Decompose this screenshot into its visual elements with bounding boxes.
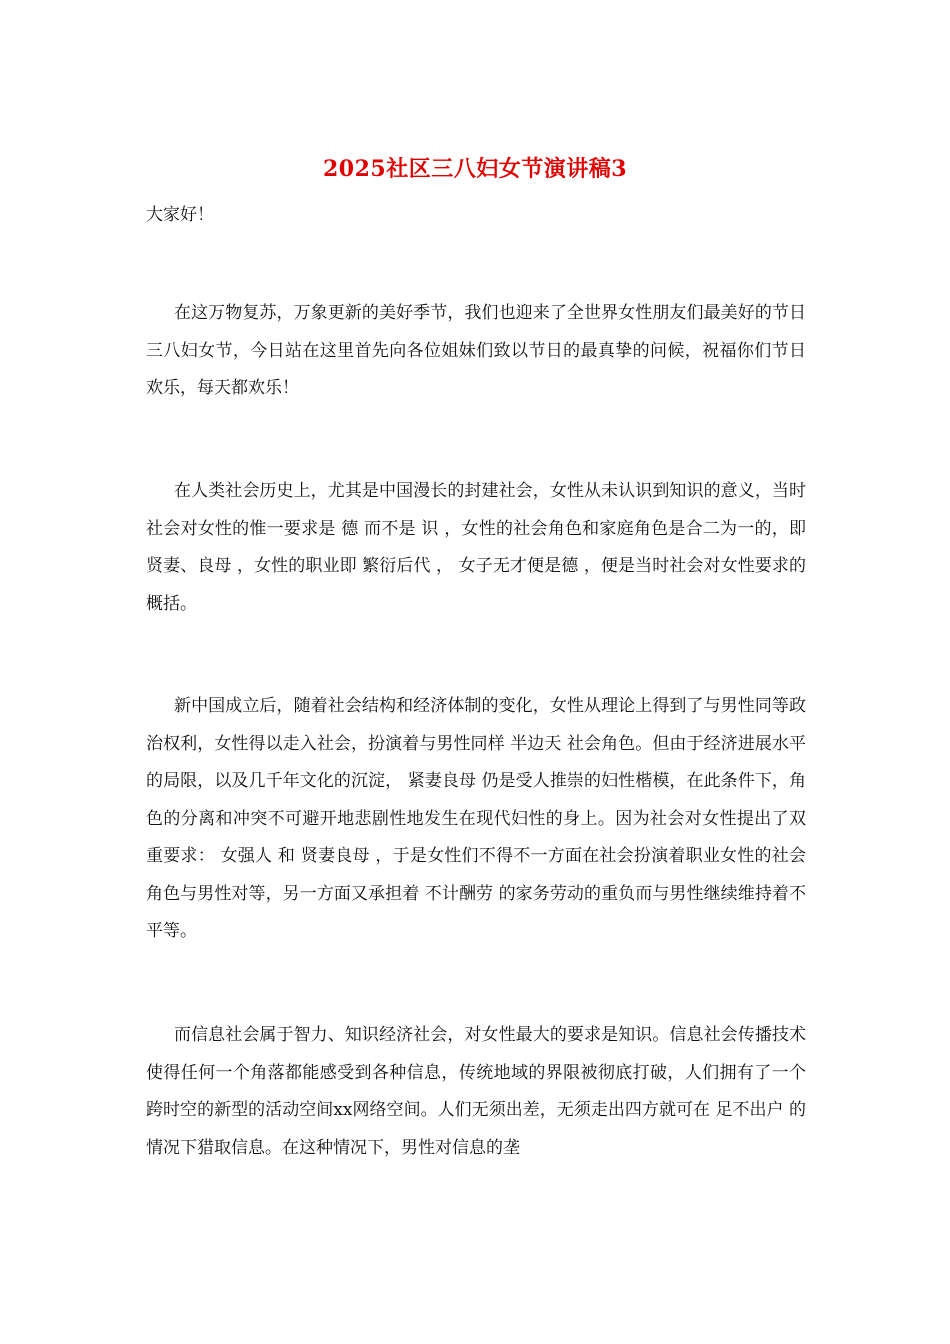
document-title: 2025社区三八妇女节演讲稿3 xyxy=(322,156,628,182)
paragraph: 而信息社会属于智力、知识经济社会，对女性最大的要求是知识。信息社会传播技术使得任何一个角落都能感受到各种信息，传统地域的界限被彻底打破，人们拥有了一个跨时空的新型的活动空间xx网络空间。人们无须出差，无须走出四方就可在 足不出户 的情况下猎取信息。在这种情况下，男性对信息的垄 xyxy=(146,1025,806,1158)
greeting: 大家好！ xyxy=(146,205,214,225)
paragraph: 在这万物复苏，万象更新的美好季节，我们也迎来了全世界女性朋友们最美好的节日 三八妇女节，今日站在这里首先向各位姐妹们致以节日的最真挚的问候，祝福你们节日欢乐，每天都欢乐！ xyxy=(146,303,806,398)
paragraph: 新中国成立后，随着社会结构和经济体制的变化，女性从理论上得到了与男性同等政治权利，女性得以走入社会，扮演着与男性同样 半边天 社会角色。但由于经济进展水平的局限，以及几千年文化的沉淀， 紧妻良母 仍是受人推崇的妇性楷模，在此条件下，角色的分离和冲突不可避开地悲剧性地发生在现代妇性的身上。因为社会对女性提出了双重要求： 女强人 和 贤妻良母 ，于是女性们不得不一方面在社会扮演着职业女性的社会角色与男性对等，另一方面又承担着 不计酬劳 的家务劳动的重负而与男性继续维持着不平等。 xyxy=(146,696,806,941)
paragraph: 在人类社会历史上，尤其是中国漫长的封建社会，女性从未认识到知识的意义，当时社会对女性的惟一要求是 德 而不是 识 ，女性的社会角色和家庭角色是合二为一的，即 贤妻、良母 ，女性的职业即 繁衍后代 ， 女子无才便是德 ，便是当时社会对女性要求的概括。 xyxy=(146,481,806,614)
